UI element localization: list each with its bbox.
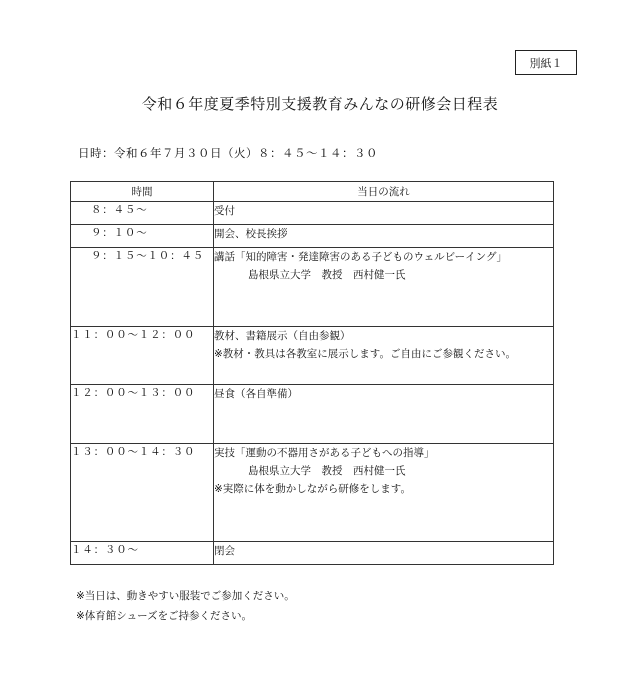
- table-row: [71, 225, 554, 248]
- row-time: １３：００～１４：３０: [71, 444, 214, 542]
- schedule-table: [70, 181, 554, 565]
- flow-line: 開会、校長挨拶: [214, 228, 288, 240]
- table-row: [71, 385, 554, 444]
- table-row: [71, 444, 554, 542]
- row-flow: [214, 385, 554, 444]
- flow-line: 講話「知的障害・発達障害のある子どものウェルビーイング」: [214, 251, 507, 263]
- flow-line: 島根県立大学 教授 西村健一氏: [248, 465, 406, 477]
- row-time: ８：４５～: [71, 202, 214, 225]
- flow-line: 島根県立大学 教授 西村健一氏: [248, 269, 406, 281]
- note-line: ※体育館シューズをご持参ください。: [76, 610, 253, 622]
- row-flow: [214, 327, 554, 385]
- document-title: 令和６年度夏季特別支援教育みんなの研修会日程表: [141, 95, 499, 113]
- row-time: １４：３０～: [71, 542, 214, 565]
- annex-label: 別紙１: [515, 50, 577, 75]
- row-flow: [214, 202, 554, 225]
- table-row: [71, 327, 554, 385]
- flow-line: ※実際に体を動かしながら研修をします。: [214, 483, 411, 495]
- flow-line: ※教材・教具は各教室に展示します。ご自由にご参観ください。: [214, 348, 516, 360]
- flow-column-header: 当日の流れ: [214, 182, 554, 202]
- event-datetime: 日時：令和６年７月３０日（火）８：４５～１４：３０: [78, 146, 378, 160]
- row-time: １１：００～１２：００: [71, 327, 214, 385]
- row-flow: [214, 542, 554, 565]
- flow-line: 閉会: [214, 545, 235, 557]
- notes: [76, 586, 295, 626]
- row-flow: [214, 444, 554, 542]
- row-time: ９：１０～: [71, 225, 214, 248]
- time-column-header: 時間: [71, 182, 214, 202]
- table-row: [71, 202, 554, 225]
- table-header-row: [71, 182, 554, 202]
- table-row: [71, 542, 554, 565]
- table-row: [71, 248, 554, 327]
- flow-line: 実技「運動の不器用さがある子どもへの指導」: [214, 447, 435, 459]
- row-time: ９：１５～１０：４５: [71, 248, 214, 327]
- note-line: ※当日は、動きやすい服装でご参加ください。: [76, 590, 295, 602]
- flow-line: 昼食（各自準備）: [214, 388, 298, 400]
- flow-line: 教材、書籍展示（自由参観）: [214, 330, 351, 342]
- row-time: １２：００～１３：００: [71, 385, 214, 444]
- row-flow: [214, 225, 554, 248]
- flow-line: 受付: [214, 205, 235, 217]
- row-flow: [214, 248, 554, 327]
